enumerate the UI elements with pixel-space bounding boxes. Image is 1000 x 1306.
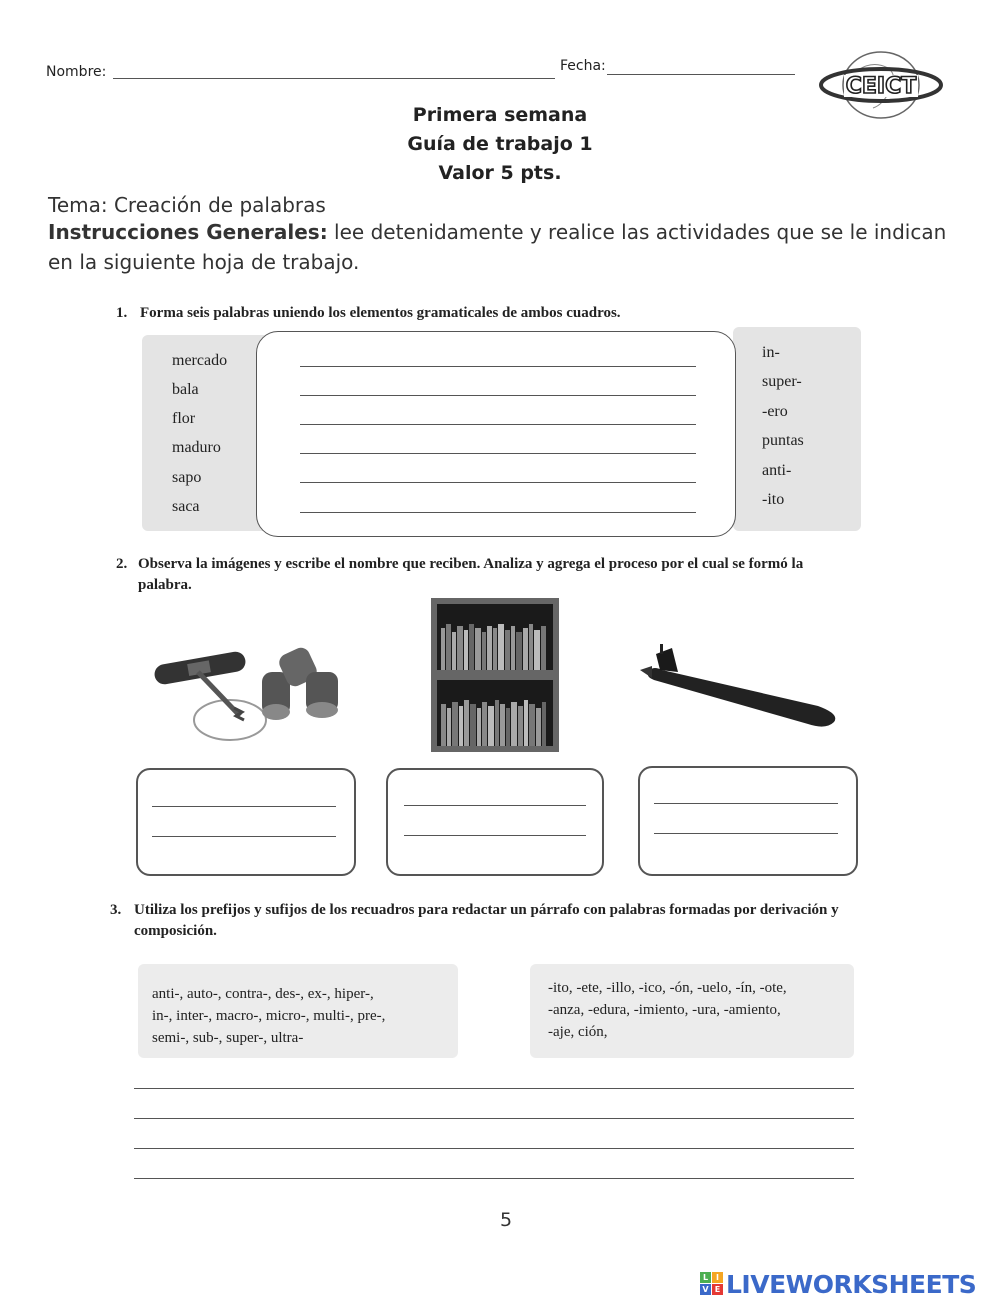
- title-line-1: Primera semana: [412, 104, 588, 126]
- submarine-image: [640, 640, 842, 730]
- q2-answer-input[interactable]: [654, 785, 838, 804]
- instructions-text: lee detenidamente y realice las actividades que se le indican en la siguiente hoja de trabajo.: [48, 220, 947, 274]
- fecha-label: Fecha:: [560, 58, 606, 74]
- q3-text: Utiliza los prefijos y sufijos de los recuadros para redactar un párrafo con palabras formadas por derivación y composición.: [134, 902, 839, 939]
- logo-letter: I: [712, 1272, 723, 1283]
- logo-letter: V: [700, 1284, 711, 1295]
- logo-text: CEICT: [845, 74, 917, 99]
- q2-answer-input[interactable]: [654, 815, 838, 834]
- title-line-2: Guía de trabajo 1: [407, 133, 593, 155]
- prefix-line: semi-, sub-, super-, ultra-: [152, 1030, 304, 1046]
- logo-letter: E: [712, 1284, 723, 1295]
- q2-number: 2.: [116, 556, 128, 572]
- q3-paragraph-input[interactable]: [134, 1130, 854, 1149]
- suffix-line: -anza, -edura, -imiento, -ura, -amiento,: [548, 1002, 781, 1018]
- left-word: mercado: [172, 352, 228, 369]
- title-line-3: Valor 5 pts.: [438, 162, 562, 184]
- q2-answer-input[interactable]: [152, 818, 336, 837]
- instructions: [48, 217, 958, 277]
- q2-answer-input[interactable]: [152, 788, 336, 807]
- prefix-line: in-, inter-, macro-, micro-, multi-, pre-,: [152, 1008, 386, 1024]
- left-word: saca: [172, 498, 200, 515]
- nombre-label: Nombre:: [46, 64, 107, 80]
- right-word: in-: [762, 344, 780, 361]
- nombre-input[interactable]: [113, 60, 555, 79]
- right-word: puntas: [762, 432, 804, 449]
- right-word: anti-: [762, 462, 792, 479]
- right-word-box: [733, 327, 861, 531]
- left-word: flor: [172, 410, 196, 427]
- corkscrew-image: [148, 632, 348, 744]
- q3-number: 3.: [110, 902, 122, 918]
- right-word: -ito: [762, 491, 785, 508]
- right-word: super-: [762, 373, 802, 390]
- q1-answer-input[interactable]: [300, 464, 696, 483]
- left-word: bala: [172, 381, 199, 398]
- bookshelf-image: [431, 598, 559, 752]
- left-word: maduro: [172, 439, 221, 456]
- page-number: 5: [500, 1209, 513, 1231]
- right-word: -ero: [762, 403, 788, 420]
- fecha-input[interactable]: [607, 56, 795, 75]
- q1-number: 1.: [116, 305, 128, 321]
- q1-text: Forma seis palabras uniendo los elementos gramaticales de ambos cuadros.: [140, 305, 621, 321]
- prefix-line: anti-, auto-, contra-, des-, ex-, hiper-,: [152, 986, 374, 1002]
- suffix-line: -ito, -ete, -illo, -ico, -ón, -uelo, -ín, -ote,: [548, 980, 787, 996]
- q1-answer-input[interactable]: [300, 406, 696, 425]
- instructions-label: Instrucciones Generales:: [48, 220, 328, 244]
- left-word: sapo: [172, 469, 202, 486]
- q2-text: Observa la imágenes y escribe el nombre que reciben. Analiza y agrega el proceso por el cual se formó la palabra.: [138, 556, 804, 593]
- q1-answer-input[interactable]: [300, 494, 696, 513]
- q3-paragraph-input[interactable]: [134, 1100, 854, 1119]
- logo-letter: L: [700, 1272, 711, 1283]
- q1-answer-input[interactable]: [300, 377, 696, 396]
- q2-answer-input[interactable]: [404, 787, 586, 806]
- q1-answer-input[interactable]: [300, 435, 696, 454]
- q1-answer-input[interactable]: [300, 348, 696, 367]
- q3-paragraph-input[interactable]: [134, 1070, 854, 1089]
- liveworksheets-brand[interactable]: LIVEWORKSHEETS: [726, 1270, 977, 1299]
- suffix-line: -aje, ción,: [548, 1024, 608, 1040]
- q2-answer-input[interactable]: [404, 817, 586, 836]
- q3-paragraph-input[interactable]: [134, 1160, 854, 1179]
- liveworksheets-logo-icon: [700, 1272, 724, 1296]
- tema-text: Tema: Creación de palabras: [48, 193, 326, 217]
